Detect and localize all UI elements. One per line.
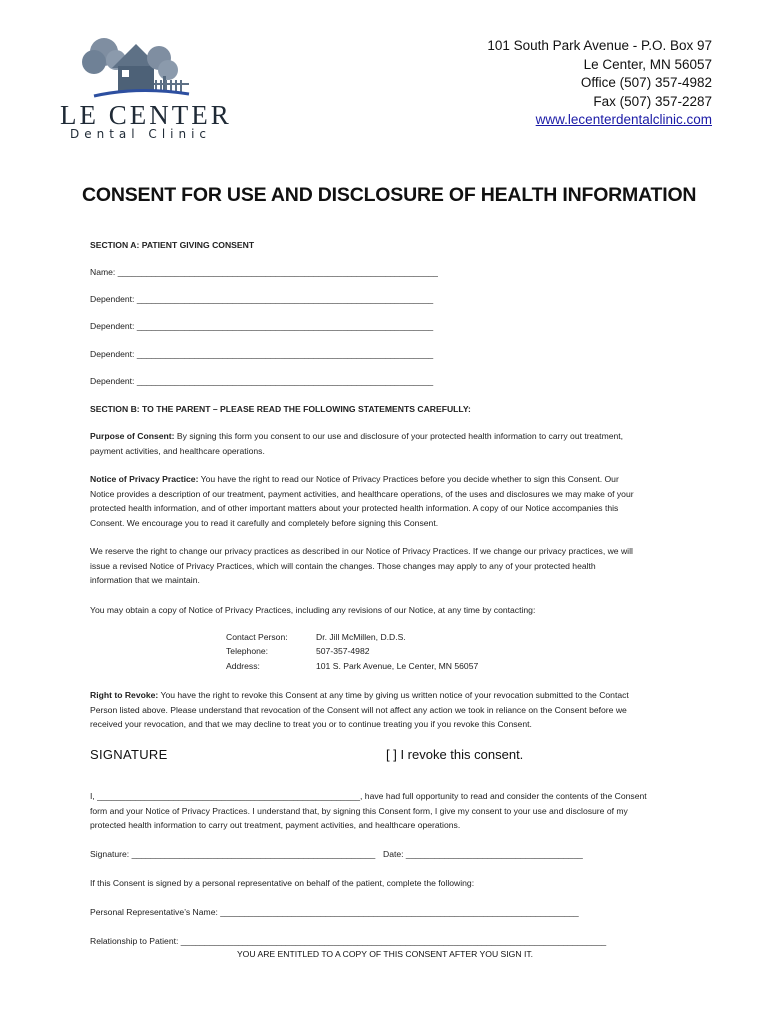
- fax-number: Fax (507) 357-2287: [593, 93, 712, 109]
- notice-paragraph: Notice of Privacy Practice: You have the right to read our Notice of Privacy Practices before you decide whether to sign this Consent. Our Notice provides a description of our treatment, payment activities, and healthcare operations, of the uses and disclosures we may make of your protected health information, and of other important matters about your protected health information. A copy of our Notice accompanies this Consent. We encourage you to read it carefully and completely before signing this Consent.: [90, 474, 634, 528]
- house-tree-logo-icon: [64, 30, 214, 105]
- revoke-consent-checkbox[interactable]: [ ] I revoke this consent.: [386, 747, 524, 762]
- contact-values: [316, 630, 478, 673]
- dependent-field-4[interactable]: Dependent: ______________________________________________________________: [90, 376, 434, 386]
- representative-intro: If this Consent is signed by a personal representative on behalf of the patient, complete the following:: [90, 878, 475, 888]
- website-link[interactable]: www.lecenterdentalclinic.com: [535, 112, 712, 127]
- revoke-label: Right to Revoke:: [90, 690, 159, 700]
- notice-label: Notice of Privacy Practice:: [90, 474, 199, 484]
- date-field[interactable]: Date: _____________________________________: [383, 849, 583, 859]
- obtain-copy-text: You may obtain a copy of Notice of Privacy Practices, including any revisions of our Notice, at any time by contacting:: [90, 605, 536, 615]
- dependent-field-2[interactable]: Dependent: ______________________________________________________________: [90, 321, 434, 331]
- signature-heading: SIGNATURE: [90, 747, 168, 762]
- purpose-paragraph: Purpose of Consent: By signing this form you consent to our use and disclosure of your protected health information to carry out treatment, payment activities, and healthcare operations.: [90, 431, 624, 456]
- section-a-heading: SECTION A: PATIENT GIVING CONSENT: [90, 240, 255, 250]
- reserve-paragraph: We reserve the right to change our privacy practices as described in our Notice of Privacy Practices. If we change our privacy practices, we will issue a revised Notice of Privacy Practices, which will contain the changes. Those changes may apply to any of your protected health information that we maintain.: [90, 546, 633, 586]
- purpose-label: Purpose of Consent:: [90, 431, 175, 441]
- contact-person-value: Dr. Jill McMillen, D.D.S.: [316, 632, 406, 642]
- footer-notice: YOU ARE ENTITLED TO A COPY OF THIS CONSENT AFTER YOU SIGN IT.: [236, 949, 534, 959]
- address-value: 101 S. Park Avenue, Le Center, MN 56057: [316, 660, 479, 671]
- section-b-heading: SECTION B: TO THE PARENT – PLEASE READ THE FOLLOWING STATEMENTS CAREFULLY:: [90, 404, 471, 414]
- telephone-value: 507-357-4982: [316, 646, 370, 657]
- clinic-address-block: [487, 37, 712, 130]
- signature-field[interactable]: Signature: ___________________________________________________: [90, 849, 376, 859]
- revoke-paragraph: Right to Revoke: You have the right to revoke this Consent at any time by giving us written notice of your revocation submitted to the Contact Person listed above. Please understand that revocation of the Consent will not affect any action we took in reliance on the Consent before we received your revocation, and that we may decline to treat you or to continue treating you if you revoke this Consent.: [90, 690, 629, 730]
- name-field[interactable]: Name: ___________________________________________________________________: [90, 267, 438, 277]
- representative-name-field[interactable]: Personal Representative’s Name: ___________________________________________________________________________: [90, 907, 579, 917]
- contact-person-label: Contact Person:: [226, 632, 288, 642]
- address-label: Address:: [226, 660, 260, 671]
- relationship-field[interactable]: Relationship to Patient: _________________________________________________________________________________________: [90, 936, 607, 946]
- contact-labels: [226, 630, 288, 673]
- acknowledgement-name-field[interactable]: I, _______________________________________________________, have had full opportunity to read and consider the contents of the Consent: [90, 791, 647, 801]
- logo-wordmark: LE CENTER: [60, 100, 232, 130]
- dependent-field-1[interactable]: Dependent: ______________________________________________________________: [90, 294, 434, 304]
- document-title: CONSENT FOR USE AND DISCLOSURE OF HEALTH INFORMATION: [82, 184, 697, 206]
- telephone-label: Telephone:: [226, 646, 269, 657]
- office-phone: Office (507) 357-4982: [580, 75, 712, 90]
- logo-subtitle: Dental Clinic: [70, 127, 212, 141]
- dependent-field-3[interactable]: Dependent: ______________________________________________________________: [90, 349, 434, 359]
- address-line1: 101 South Park Avenue - P.O. Box 97: [487, 38, 712, 53]
- address-line2: Le Center, MN 56057: [583, 56, 712, 72]
- acknowledgement-paragraph: I, _______________________________________________________, have had full opportunity to read and consider the contents of the Consent form and your Notice of Privacy Practices. I understand that, by signing this Consent form, I give my consent to your use and disclosure of my protected health information to carry out treatment, payment activities, and healthcare operations.: [90, 789, 690, 833]
